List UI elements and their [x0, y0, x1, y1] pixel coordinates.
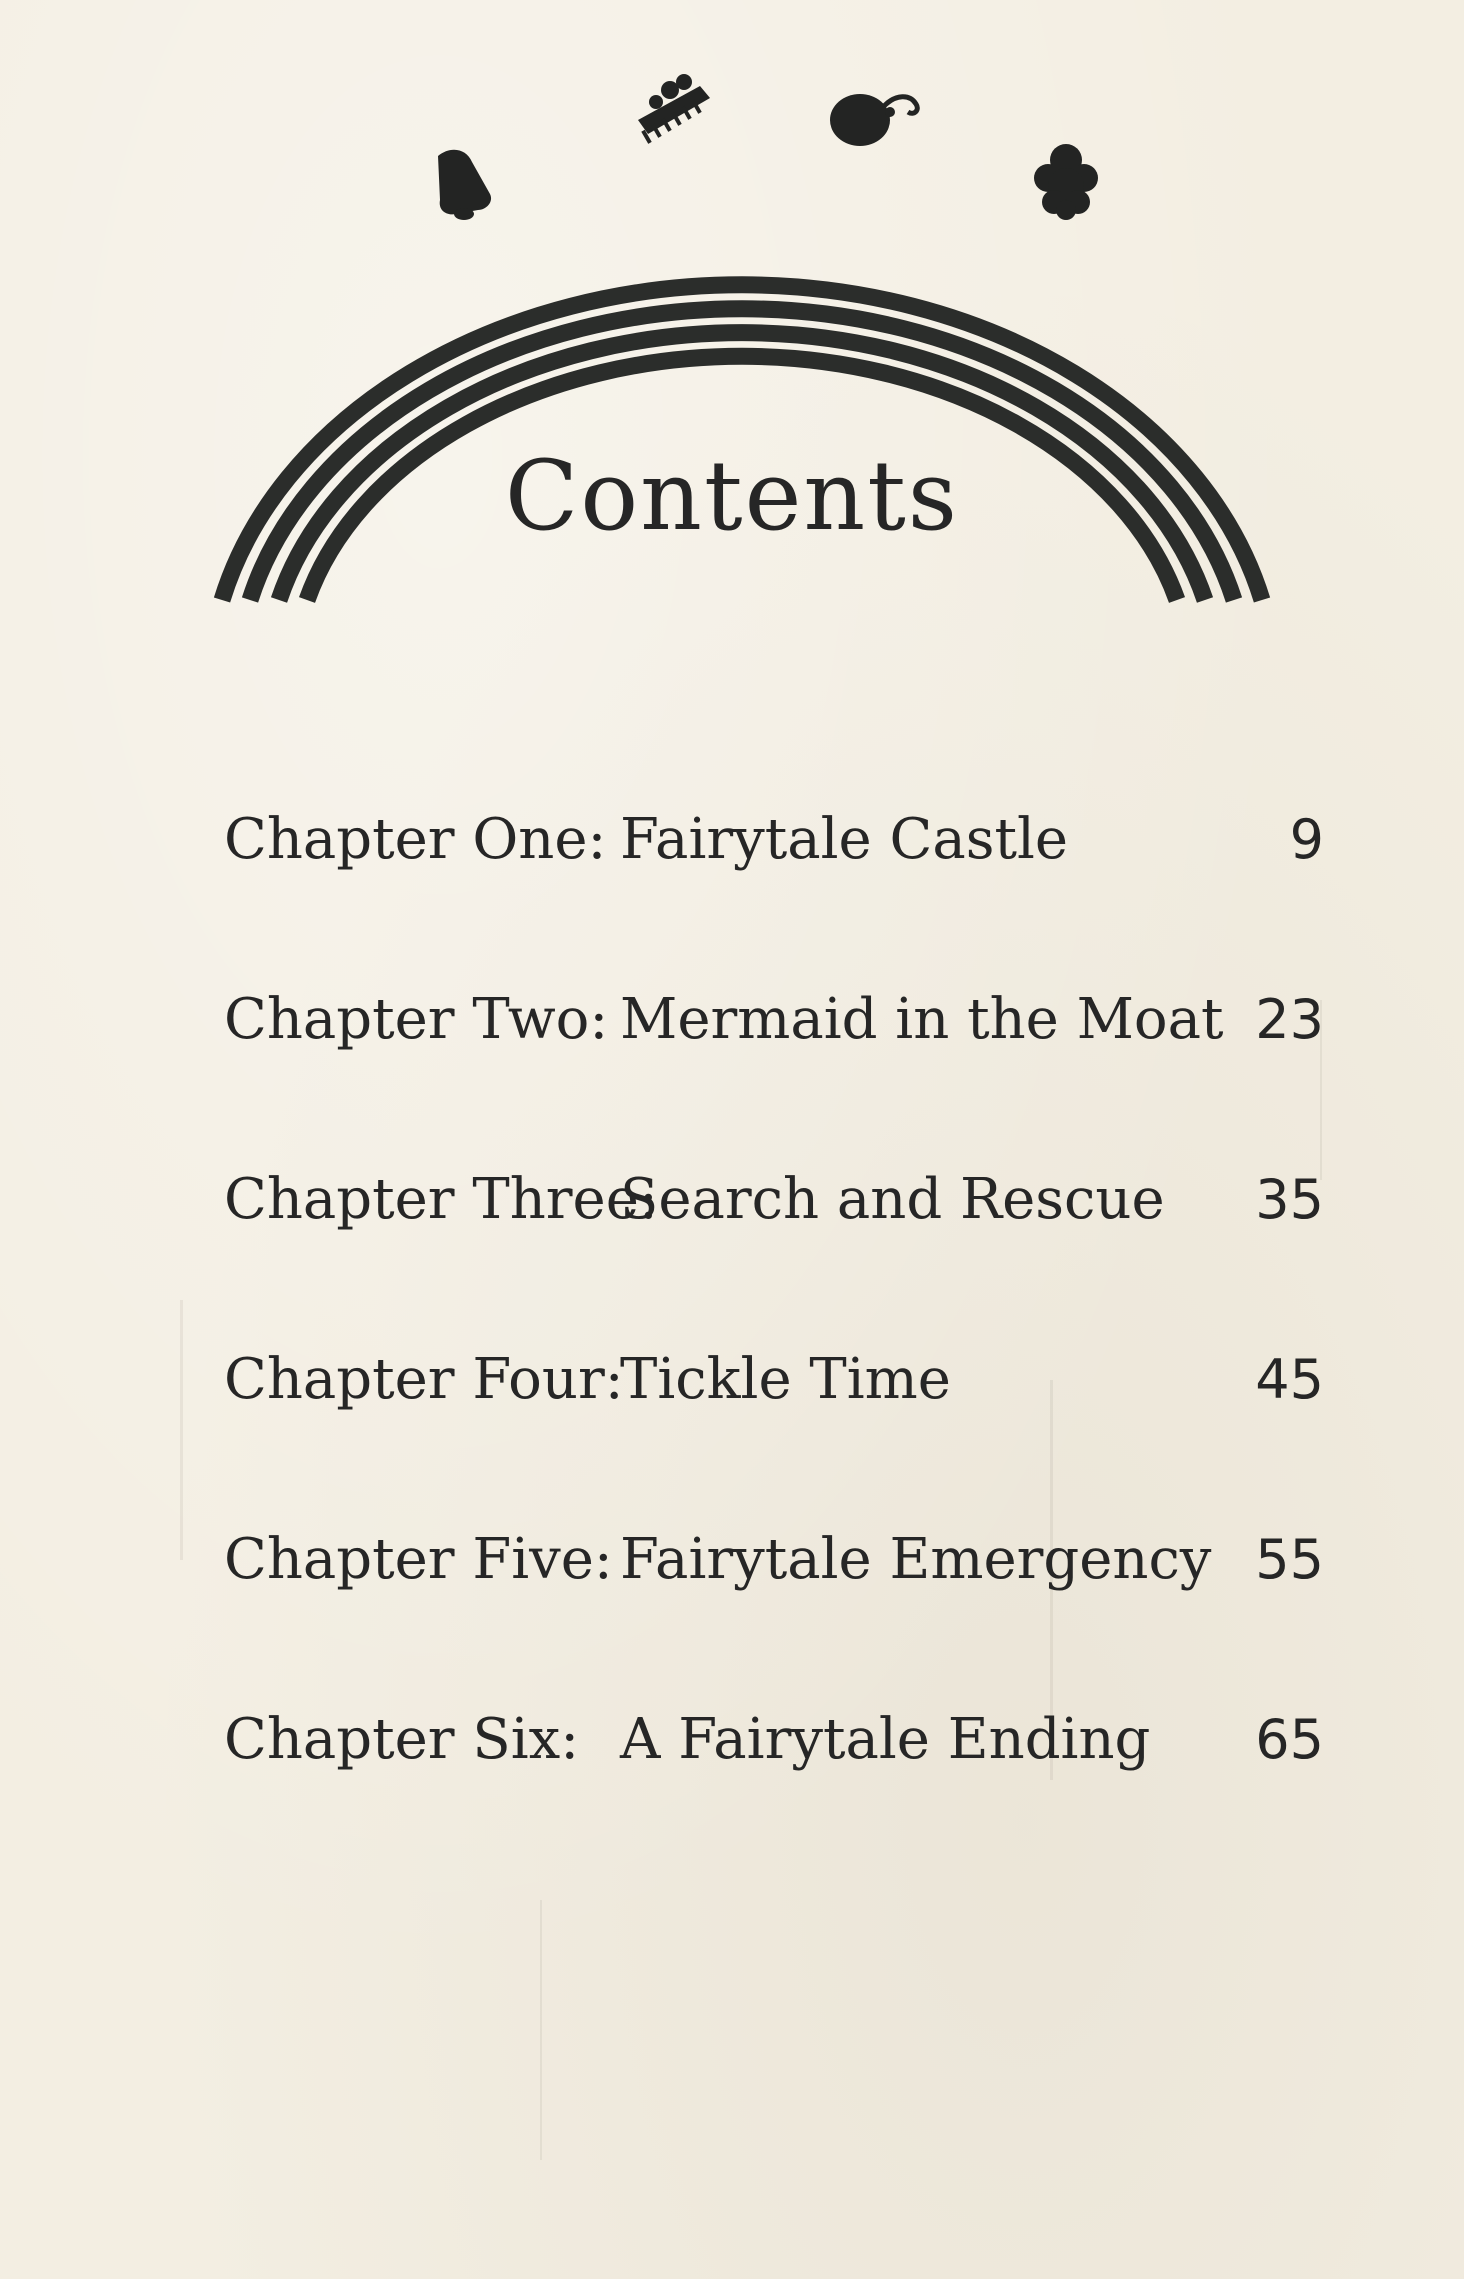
- page-number: 23: [1255, 988, 1324, 1051]
- toc-entry[interactable]: [224, 970, 1324, 1070]
- chapter-title: A Fairytale Ending: [620, 1707, 1151, 1772]
- chapter-number: Chapter Two:: [224, 987, 609, 1052]
- purse-icon: [826, 84, 928, 150]
- page-number: 35: [1255, 1168, 1324, 1231]
- toc-entry[interactable]: [224, 1510, 1324, 1610]
- paper-speck: [540, 1900, 542, 2160]
- chapter-number: Chapter Three:: [224, 1167, 658, 1232]
- toc-entry[interactable]: [224, 1690, 1324, 1790]
- toc-entry[interactable]: [224, 1150, 1324, 1250]
- page-title: Contents: [504, 440, 960, 552]
- shell-icon: [1030, 140, 1102, 222]
- toc-entry[interactable]: [224, 1330, 1324, 1430]
- chapter-number: Chapter One:: [224, 807, 607, 872]
- chapter-number: Chapter Five:: [224, 1527, 613, 1592]
- chapter-number: Chapter Four:: [224, 1347, 624, 1412]
- toc-entry[interactable]: [224, 790, 1324, 890]
- bell-icon: [428, 144, 500, 222]
- page-number: 65: [1255, 1708, 1324, 1771]
- chapter-title: Fairytale Emergency: [620, 1527, 1212, 1592]
- page-number: 45: [1255, 1348, 1324, 1411]
- paper-speck: [180, 1300, 183, 1560]
- page-number: 9: [1289, 808, 1324, 871]
- chapter-title: Fairytale Castle: [620, 807, 1069, 872]
- page-number: 55: [1255, 1528, 1324, 1591]
- chapter-title: Mermaid in the Moat: [620, 987, 1224, 1052]
- chapter-title: Search and Rescue: [620, 1167, 1165, 1232]
- chapter-number: Chapter Six:: [224, 1707, 580, 1772]
- comb-icon: [630, 68, 722, 148]
- chapter-title: Tickle Time: [620, 1347, 951, 1412]
